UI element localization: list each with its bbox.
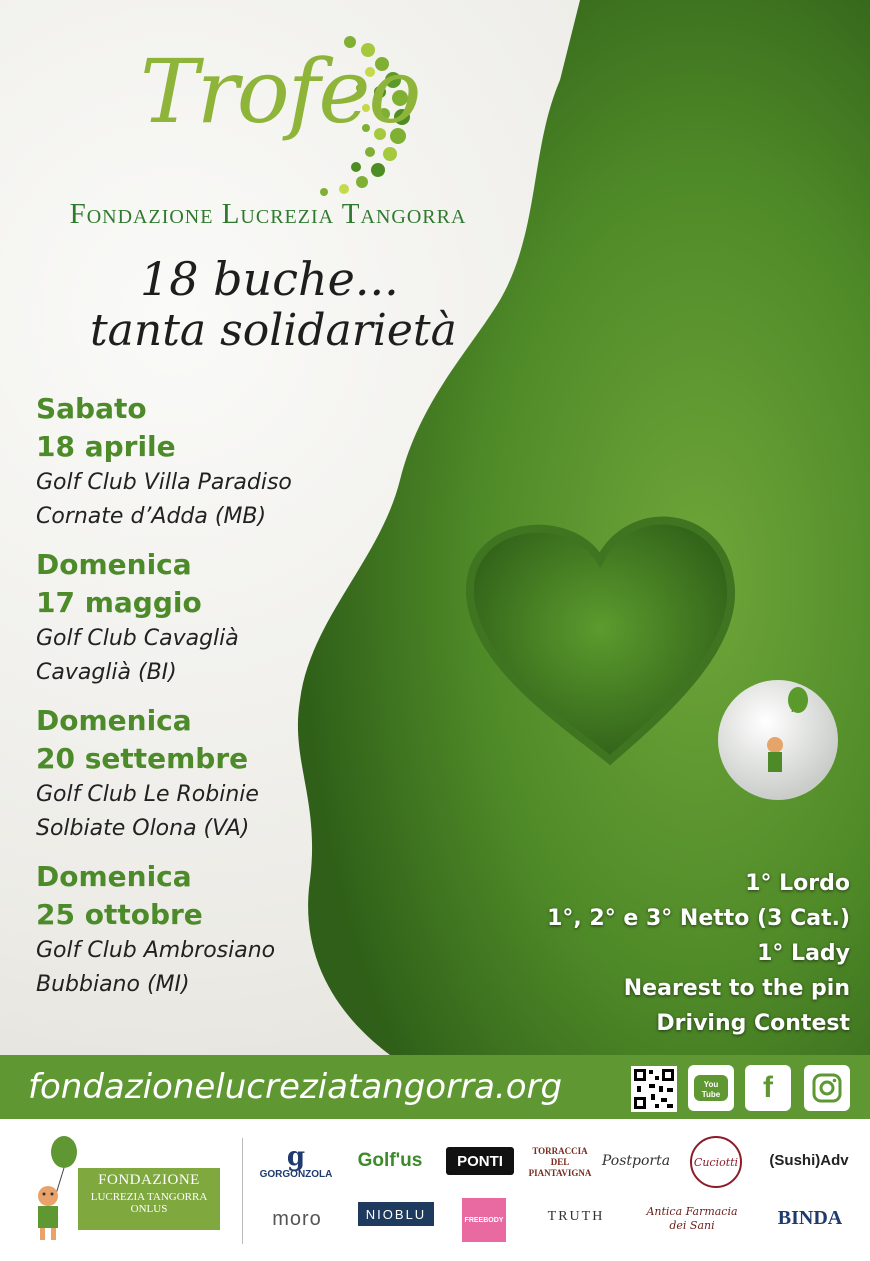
event-list — [36, 390, 356, 1014]
tagline-line2: tanta solidarietà — [90, 305, 457, 356]
event-date: 20 settembre — [36, 742, 249, 775]
onlus-line1: FONDAZIONE — [98, 1172, 200, 1188]
onlus-line2: LUCREZIA TANGORRA — [90, 1191, 208, 1203]
tagline-line1: 18 buche... — [140, 252, 399, 306]
sponsor-moro: moro — [272, 1207, 322, 1230]
event-day: Domenica — [36, 548, 192, 581]
svg-text:Tube: Tube — [701, 1090, 721, 1099]
svg-text:You: You — [703, 1080, 719, 1089]
event-item — [36, 858, 356, 1002]
prize-item: 1° Lady — [757, 941, 850, 966]
event-day: Sabato — [36, 392, 147, 425]
event-club: Golf Club Villa Paradiso — [36, 470, 292, 495]
event-city: Cornate d’Adda (MB) — [36, 504, 267, 529]
event-city: Cavaglià (BI) — [36, 660, 177, 685]
event-item — [36, 702, 356, 846]
sponsor-golfus: Golf'us — [357, 1150, 423, 1171]
facebook-icon[interactable] — [745, 1065, 791, 1111]
youtube-icon[interactable] — [688, 1065, 734, 1111]
sponsor-torraccia: TORRACCIA DEL PIANTAVIGNA — [528, 1145, 592, 1178]
event-club: Golf Club Cavaglià — [36, 626, 239, 651]
qr-code-icon[interactable] — [631, 1066, 677, 1112]
event-date: 17 maggio — [36, 586, 202, 619]
sponsor-binda: BINDA — [777, 1206, 843, 1229]
event-day: Domenica — [36, 704, 192, 737]
website-link[interactable]: fondazionelucreziatangorra.org — [28, 1067, 563, 1107]
sponsor-farmacia: Antica Farmacia dei Sani — [646, 1205, 738, 1232]
sponsor-gorgonzola — [258, 1140, 334, 1184]
sponsor-sushi: (Sushi)Adv — [769, 1151, 849, 1169]
event-date: 25 ottobre — [36, 898, 203, 931]
event-city: Solbiate Olona (VA) — [36, 816, 250, 841]
footer-divider — [242, 1138, 243, 1244]
instagram-icon[interactable] — [804, 1065, 850, 1111]
event-item — [36, 390, 356, 534]
sponsor-truth: TRUTH — [547, 1209, 605, 1224]
sponsor-freebody: FREEBODY — [462, 1198, 506, 1242]
sponsor-nioblu: NIOBLU — [358, 1202, 434, 1226]
prize-item: Nearest to the pin — [623, 976, 850, 1001]
foundation-title: Fondazione Lucrezia Tangorra — [69, 198, 467, 230]
facebook-glyph: f — [763, 1071, 773, 1104]
event-club: Golf Club Ambrosiano — [36, 938, 276, 963]
prize-item: Driving Contest — [656, 1011, 850, 1036]
onlus-logo — [78, 1168, 220, 1230]
event-date: 18 aprile — [36, 430, 176, 463]
sponsor-cuciotti: Cuciotti — [690, 1136, 742, 1188]
prize-item: 1° Lordo — [745, 871, 850, 896]
event-item — [36, 546, 356, 690]
prize-list — [547, 866, 850, 1041]
sponsor-ponti: PONTI — [446, 1147, 514, 1175]
girl-balloon-mascot-icon — [22, 1134, 82, 1244]
event-club: Golf Club Le Robinie — [36, 782, 259, 807]
gorgonzola-mark-icon: g — [286, 1141, 306, 1172]
onlus-line3: ONLUS — [130, 1203, 168, 1215]
sponsor-label: GORGONZOLA — [259, 1168, 333, 1180]
event-city: Bubbiano (MI) — [36, 972, 190, 997]
event-day: Domenica — [36, 860, 192, 893]
sponsor-postporta: Postporta — [601, 1153, 671, 1169]
trofeo-script: Trofeo — [140, 40, 420, 143]
prize-item: 1°, 2° e 3° Netto (3 Cat.) — [547, 906, 850, 931]
